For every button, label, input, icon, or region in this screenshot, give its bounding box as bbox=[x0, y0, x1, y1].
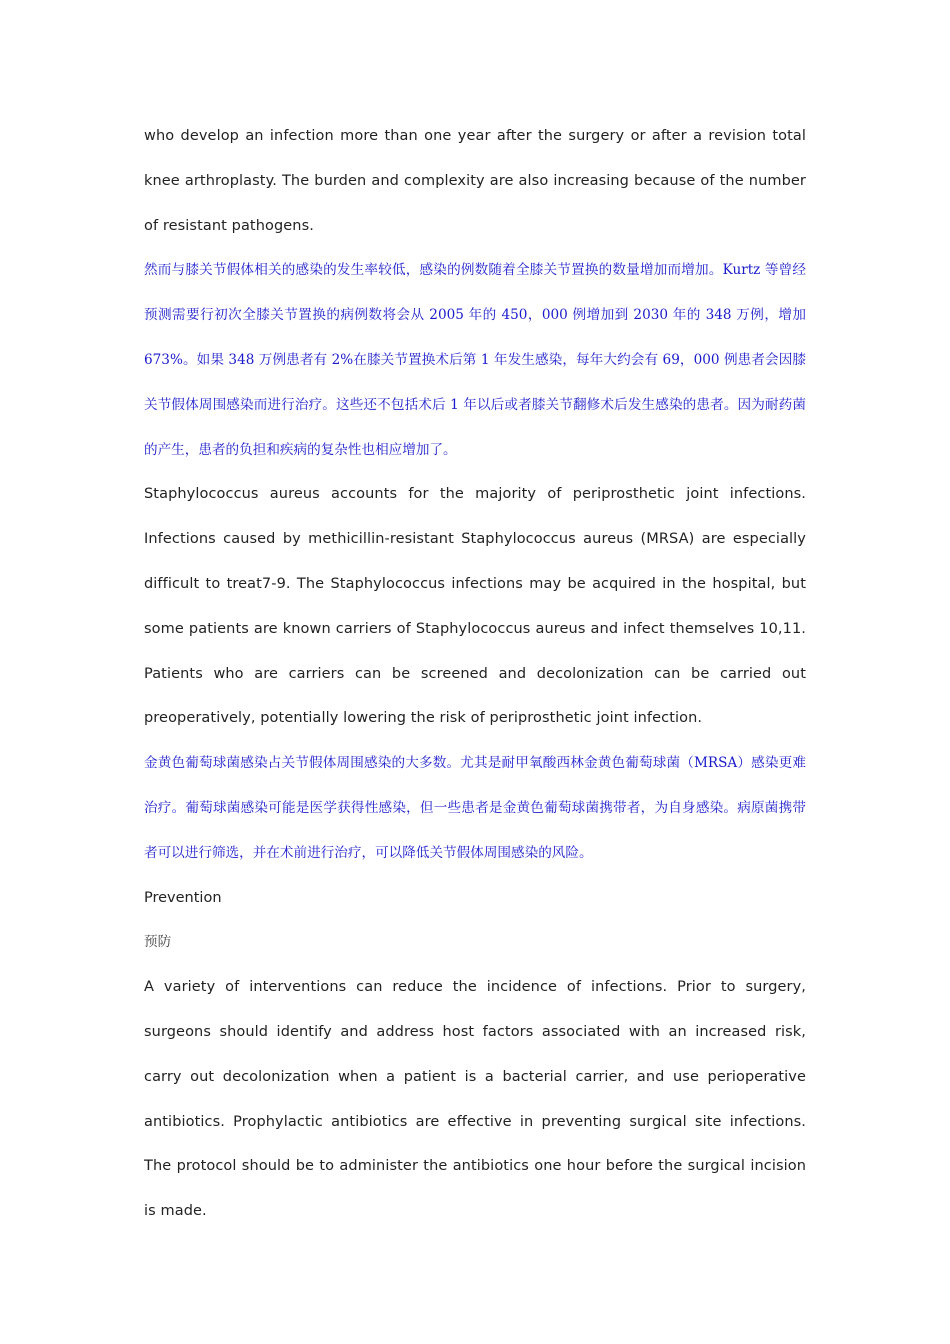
paragraph-english-prevention: A variety of interventions can reduce the incidence of infections. Prior to surgery, surgeons should identify and address host factors associated with an increased risk, carry out decolonization when a patient is a bacterial carrier, and use perioperative antibiotics. Prophylactic antibiotics are effective in preventing surgical site infections. The protocol should be to administer the antibiotics one hour before the surgical incision is made. bbox=[144, 979, 806, 1220]
section-heading-prevention: Prevention bbox=[144, 889, 222, 906]
section-heading-prevention-chinese: 预防 bbox=[144, 934, 172, 951]
paragraph-chinese-staphylococcus: 金黄色葡萄球菌感染占关节假体周围感染的大多数。尤其是耐甲氧酸西林金黄色葡萄球菌（MRSA）感染更难治疗。葡萄球菌感染可能是医学获得性感染，但一些患者是金黄色葡萄球菌携带者，为自身感染。病原菌携带者可以进行筛选，并在术前进行治疗，可以降低关节假体周围感染的风险。 bbox=[144, 755, 806, 861]
document-page bbox=[144, 114, 806, 1234]
paragraph-english-infection-burden: who develop an infection more than one year after the surgery or after a revision total knee arthroplasty. The burden and complexity are also increasing because of the number of resistant pathogens. bbox=[144, 128, 806, 234]
paragraph-english-staphylococcus: Staphylococcus aureus accounts for the majority of periprosthetic joint infections. Infections caused by methicillin-resistant Staphylococcus aureus (MRSA) are especially difficult to treat7-9. The Staphylococcus infections may be acquired in the hospital, but some patients are known carriers of Staphylococcus aureus and infect themselves 10,11. Patients who are carriers can be screened and decolonization can be carried out preoperatively, potentially lowering the risk of periprosthetic joint infection. bbox=[144, 486, 806, 727]
paragraph-chinese-infection-burden: 然而与膝关节假体相关的感染的发生率较低，感染的例数随着全膝关节置换的数量增加而增加。Kurtz 等曾经预测需要行初次全膝关节置换的病例数将会从 2005 年的 450，000 例增加到 2030 年的 348 万例，增加 673%。如果 348 万例患者有 2%在膝关节置换术后第 1 年发生感染，每年大约会有 69，000 例患者会因膝关节假体周围感染而进行治疗。这些还不包括术后 1 年以后或者膝关节翻修术后发生感染的患者。因为耐药菌的产生，患者的负担和疾病的复杂性也相应增加了。 bbox=[144, 262, 806, 458]
